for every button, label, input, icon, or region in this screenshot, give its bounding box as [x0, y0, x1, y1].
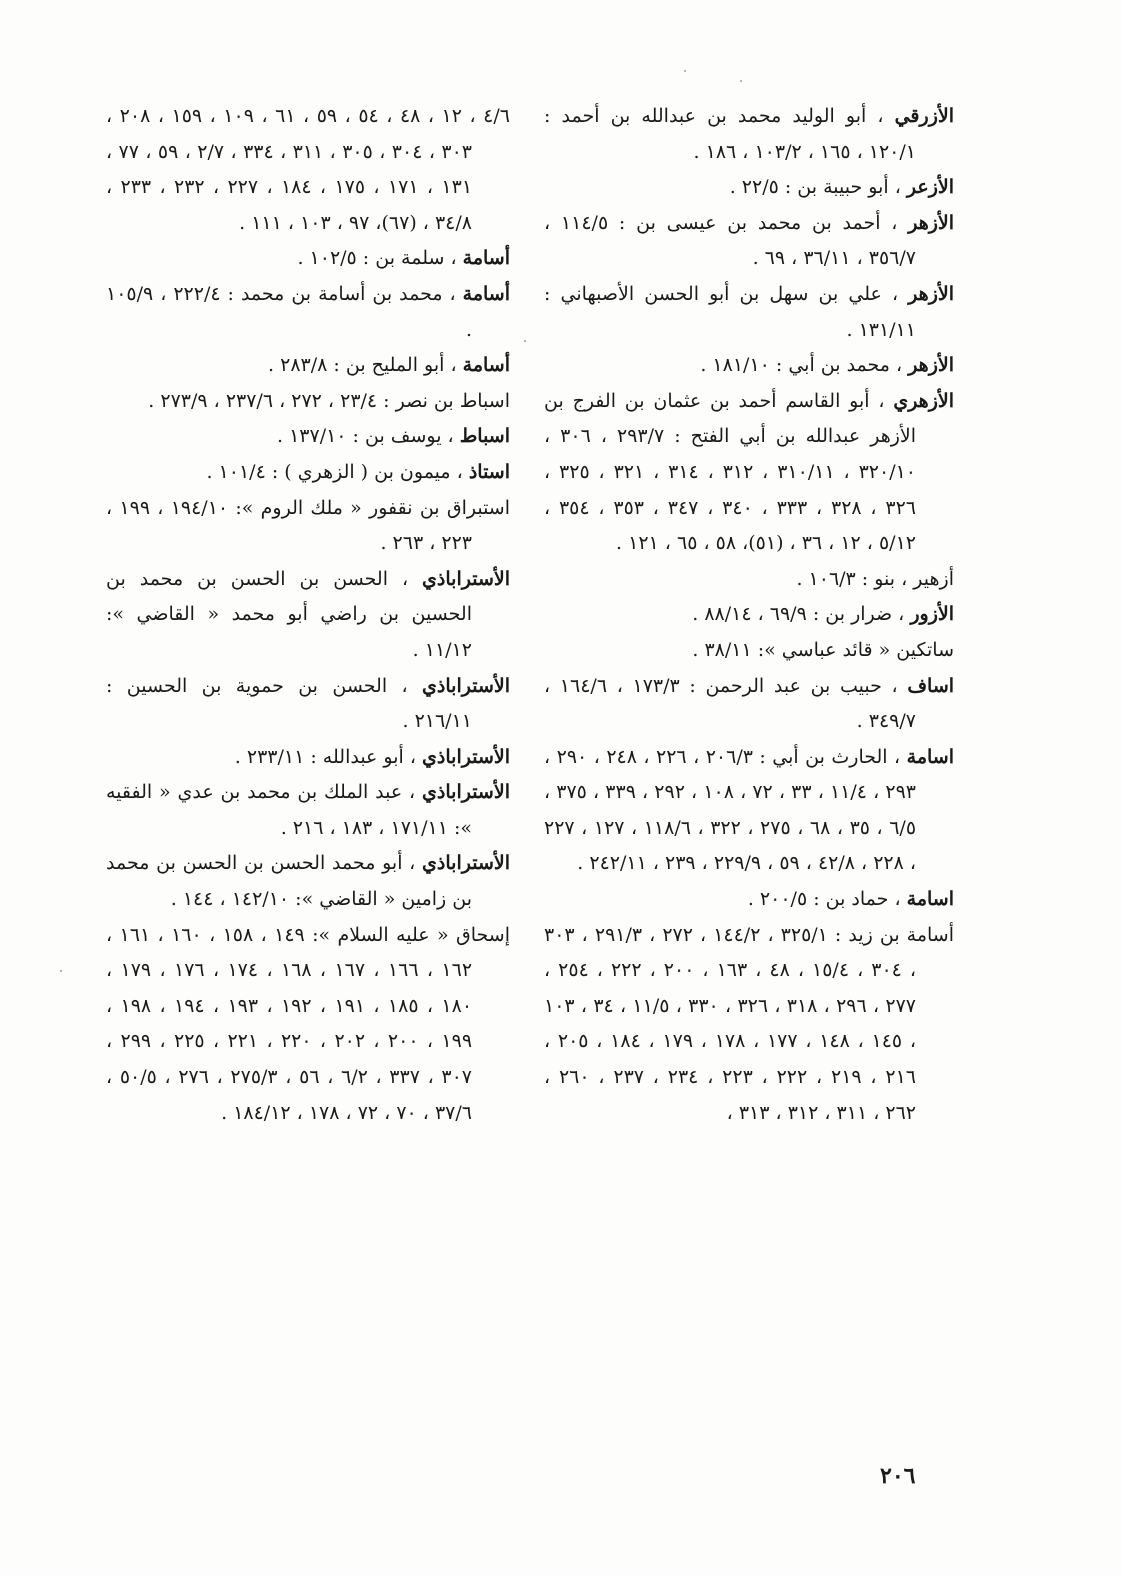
- index-entry: [544, 597, 954, 633]
- entry-headword: أسامة: [462, 247, 510, 270]
- entry-references: ، أحمد بن محمد بن عيسى بن : ١١٤/٥ ، ٣٥٦/٧ ، ٣٦/١١ ، ٦٩ .: [544, 211, 916, 270]
- index-entry: [106, 384, 510, 420]
- entry-references: ٤/٦ ، ١٢ ، ٤٨ ، ٥٤ ، ٥٩ ، ٦١ ، ١٠٩ ، ١٥٩ ، ٢٠٨ ، ٣٠٣ ، ٣٠٤ ، ٣٠٥ ، ٣١١ ، ٣٣٤ ، ٢/٧ ، ٥٩ ، ٧٧ ، ١٣١ ، ١٧١ ، ١٧٥ ، ١٨٤ ، ٢٢٧ ، ٢٣٢ ، ٢٣٣ ، ٣٤/٨ ، (٦٧)، ٩٧ ، ١٠٣ ، ١١١ .: [106, 105, 510, 234]
- index-entry: [106, 241, 510, 277]
- index-entry: [544, 277, 954, 348]
- index-column-left: [106, 99, 510, 1131]
- entry-references: اسباط بن نصر : ٢٣/٤ ، ٢٧٢ ، ٢٣٧/٦ ، ٢٧٣/٩ .: [148, 389, 510, 412]
- entry-references: ، أبو حبيبة بن : ٢٢/٥ .: [729, 176, 901, 199]
- index-entry: [106, 419, 510, 455]
- entry-references: ، عبد الملك بن محمد بن عدي « الفقيه »: ١٧١/١١ ، ١٨٣ ، ٢١٦ .: [106, 781, 472, 839]
- entry-references: ، ضرار بن : ٦٩/٩ ، ٨٨/١٤ .: [692, 603, 905, 626]
- index-entry: [106, 918, 510, 1132]
- index-entry: [544, 882, 954, 918]
- entry-references: ، سلمة بن : ١٠٢/٥ .: [297, 247, 457, 270]
- entry-headword: الأزعر: [906, 176, 954, 199]
- entry-headword: اساف: [907, 674, 955, 697]
- entry-references: ، محمد بن أسامة بن محمد : ٢٢٢/٤ ، ١٠٥/٩ .: [106, 282, 472, 341]
- entry-references: ، أبو محمد الحسن بن الحسن بن محمد بن زامين « القاضي »: ١٤٢/١٠ ، ١٤٤ .: [106, 852, 472, 911]
- index-entry: [544, 669, 954, 740]
- index-column-right: [544, 99, 954, 1131]
- entry-references: ، الحسن بن حموية بن الحسين : ٢١٦/١١ .: [106, 674, 472, 733]
- entry-headword: أسامة: [462, 354, 510, 377]
- entry-headword: اسامة: [906, 888, 954, 911]
- entry-headword: الأزهري: [893, 389, 954, 412]
- entry-references: أسامة بن زيد : ٣٢٥/١ ، ١٤٤/٢ ، ٢٧٢ ، ٢٩١/٣ ، ٣٠٣ ، ٣٠٤ ، ١٥/٤ ، ٤٨ ، ١٦٣ ، ٢٠٠ ، ٢٢٢ ، ٢٥٤ ، ٢٧٧ ، ٢٩٦ ، ٣١٨ ، ٣٢٦ ، ٣٣٠ ، ١١/٥ ، ٣٤ ، ١٠٣ ، ١٤٥ ، ١٤٨ ، ١٧٧ ، ١٧٨ ، ١٧٩ ، ١٨٤ ، ٢٠٥ ، ٢١٦ ، ٢١٩ ، ٢٢٢ ، ٢٢٣ ، ٢٣٤ ، ٢٣٧ ، ٢٦٠ ، ٢٦٢ ، ٣١١ ، ٣١٢ ، ٣١٣ ،: [544, 923, 955, 1124]
- index-entry: [544, 348, 954, 384]
- entry-references: ، أبو عبدالله : ٢٣٣/١١ .: [234, 745, 416, 768]
- entry-headword: الأستراباذي: [422, 781, 510, 804]
- entry-headword: الأستراباذي: [422, 674, 510, 697]
- index-entry: [106, 348, 510, 384]
- index-entry: [106, 740, 510, 776]
- index-entry: [106, 775, 510, 846]
- entry-references: ، ميمون بن ( الزهري ) : ١٠١/٤ .: [206, 460, 463, 483]
- index-entry: [544, 740, 954, 882]
- entry-references: ، علي بن سهل بن أبو الحسن الأصبهاني : ١٣١/١١ .: [544, 282, 916, 341]
- index-entry: [544, 633, 954, 669]
- entry-references: ، أبو القاسم أحمد بن عثمان بن الفرج بن الأزهر عبدالله بن أبي الفتح : ٢٩٣/٧ ، ٣٠٦ ، ٣٢٠/١٠ ، ٣١٠/١١ ، ٣١٢ ، ٣١٤ ، ٣٢١ ، ٣٢٥ ، ٣٢٦ ، ٣٢٨ ، ٣٣٣ ، ٣٤٠ ، ٣٤٧ ، ٣٥٣ ، ٣٥٤ ، ٥/١٢ ، ١٢ ، ٣٦ ، (٥١)، ٥٨ ، ٦٥ ، ١٢١ .: [544, 389, 917, 555]
- entry-references: ، حبيب بن عبد الرحمن : ١٧٣/٣ ، ١٦٤/٦ ، ٣٤٩/٧ .: [544, 674, 916, 733]
- index-entry: [106, 99, 510, 241]
- entry-headword: الأزهر: [908, 354, 954, 377]
- index-entry: [544, 918, 954, 1132]
- entry-references: ، حماد بن : ٢٠٠/٥ .: [747, 888, 901, 911]
- entry-references: ، يوسف بن : ١٣٧/١٠ .: [276, 425, 454, 448]
- entry-references: ، الحارث بن أبي : ٢٠٦/٣ ، ٢٢٦ ، ٢٤٨ ، ٢٩٠ ، ٢٩٣ ، ١١/٤ ، ٣٣ ، ٧٢ ، ١٠٨ ، ٢٩٢ ، ٣٣٩ ، ٣٧٥ ، ٦/٥ ، ٣٥ ، ٦٨ ، ٢٧٥ ، ٣٢٢ ، ١١٨/٦ ، ١٢٧ ، ٢٢٧ ، ٢٢٨ ، ٤٢/٨ ، ٥٩ ، ٢٢٩/٩ ، ٢٣٩ ، ٢٤٢/١١ .: [544, 745, 917, 875]
- index-entry: [544, 384, 954, 562]
- index-entry: [106, 669, 510, 740]
- scan-speck: [60, 970, 62, 972]
- entry-references: ، محمد بن أبي : ١٨١/١٠ .: [700, 354, 903, 377]
- index-entry: [544, 206, 954, 277]
- entry-headword: الأستراباذي: [422, 745, 510, 768]
- scan-speck: [524, 340, 526, 342]
- entry-headword: الأستراباذي: [422, 852, 510, 875]
- page-number: ٢٠٦: [880, 1463, 916, 1489]
- entry-headword: استاذ: [468, 460, 510, 483]
- entry-headword: اسباط: [459, 425, 510, 448]
- entry-headword: اسامة: [906, 745, 954, 768]
- index-entry: [106, 491, 510, 562]
- entry-headword: الأزهر: [908, 282, 954, 305]
- entry-references: أزهير ، بنو : ١٠٦/٣ .: [796, 567, 954, 590]
- index-entry: [106, 562, 510, 669]
- entry-references: ساتكين « قائد عباسي »: ٣٨/١١ .: [692, 638, 954, 661]
- scan-speck: [684, 70, 686, 72]
- entry-headword: الأزهر: [908, 211, 955, 234]
- entry-headword: الأزور: [910, 603, 954, 626]
- scan-speck: [740, 80, 742, 82]
- index-entry: [544, 99, 954, 170]
- index-entry: [106, 846, 510, 917]
- index-entry: [544, 562, 954, 598]
- index-entry: [106, 455, 510, 491]
- entry-references: ، الحسن بن الحسن بن محمد بن الحسين بن راضي أبو محمد « القاضي »: ١١/١٢ .: [106, 567, 472, 661]
- entry-headword: الأستراباذي: [422, 567, 510, 590]
- entry-references: إسحاق « عليه السلام »: ١٤٩ ، ١٥٨ ، ١٦٠ ، ١٦١ ، ١٦٢ ، ١٦٦ ، ١٦٧ ، ١٦٨ ، ١٧٤ ، ١٧٦ ، ١٧٩ ، ١٨٠ ، ١٨٥ ، ١٩١ ، ١٩٢ ، ١٩٣ ، ١٩٤ ، ١٩٨ ، ١٩٩ ، ٢٠٠ ، ٢٠٢ ، ٢٢٠ ، ٢٢١ ، ٢٢٥ ، ٢٩٩ ، ٣٠٧ ، ٣٣٧ ، ٦/٢ ، ٥٦ ، ٢٧٥/٣ ، ٢٧٦ ، ٥٠/٥ ، ٣٧/٦ ، ٧٠ ، ٧٢ ، ١٧٨ ، ١٨٤/١٢ .: [106, 923, 510, 1124]
- entry-references: ، أبو المليح بن : ٢٨٣/٨ .: [268, 354, 457, 377]
- index-entry: [106, 277, 510, 348]
- entry-headword: الأزرقي: [894, 105, 954, 127]
- index-entry: [544, 170, 954, 206]
- entry-references: استبراق بن نقفور « ملك الروم »: ١٩٤/١٠ ، ١٩٩ ، ٢٢٣ ، ٢٦٣ .: [106, 496, 510, 555]
- entry-headword: أسامة: [462, 282, 510, 305]
- entry-references: ، أبو الوليد محمد بن عبدالله بن أحمد : ١٢٠/١ ، ١٦٥ ، ١٠٣/٢ ، ١٨٦ .: [544, 105, 916, 163]
